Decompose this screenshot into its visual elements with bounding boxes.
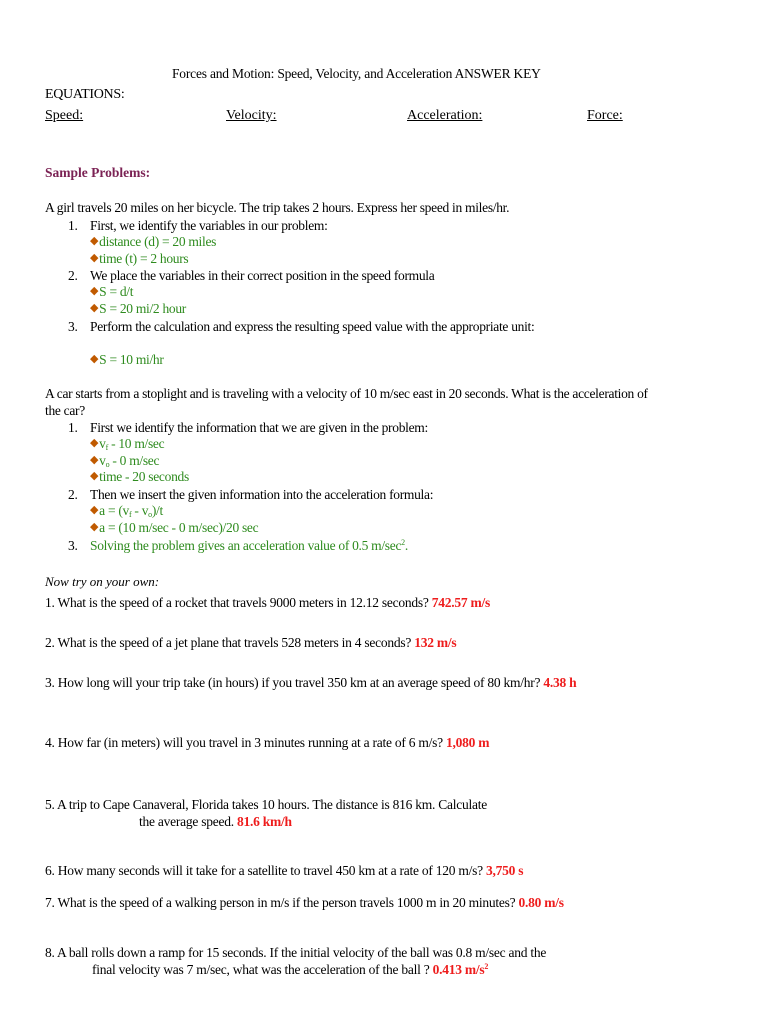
step-text: Perform the calculation and express the resulting speed value with the appropriate unit: <box>90 319 535 334</box>
step-number: 3. <box>68 538 78 553</box>
question-text: final velocity was 7 m/sec, what was the acceleration of the ball ? <box>92 962 433 977</box>
bullet-text: distance (d) = 20 miles <box>99 234 217 249</box>
answer: 0.413 m/s <box>432 962 485 977</box>
step-number: 2. <box>68 268 78 283</box>
diamond-bullet-icon: ◆ <box>90 437 99 449</box>
bullet-text: S = 10 mi/hr <box>99 352 164 367</box>
formula-part: a = (v <box>99 503 129 518</box>
answer: 132 m/s <box>414 635 457 650</box>
problem2-intro-line2: the car? <box>45 403 85 418</box>
bullet-text: time - 20 seconds <box>99 469 189 484</box>
problem2-step2 <box>68 487 433 503</box>
answer: 1,080 m <box>446 735 490 750</box>
formula-part: - v <box>131 503 149 518</box>
answer: 81.6 km/h <box>236 814 292 829</box>
question-text: 6. How many seconds will it take for a satellite to travel 450 km at a rate of 120 m/s? <box>45 863 487 878</box>
vo-value: - 0 m/sec <box>109 453 160 468</box>
formula-part: )/t <box>151 503 163 518</box>
question-text: the average speed. <box>139 814 237 829</box>
question-2 <box>45 635 456 651</box>
vf-subscript: f <box>128 510 132 519</box>
diamond-bullet-icon: ◆ <box>90 302 99 314</box>
vf-symbol: v <box>99 436 106 451</box>
step-number: 3. <box>68 319 78 334</box>
question-3 <box>45 675 576 691</box>
question-1 <box>45 595 490 611</box>
problem1-step3 <box>68 319 534 335</box>
diamond-bullet-icon: ◆ <box>90 285 99 297</box>
problem1-step2 <box>68 268 434 284</box>
bullet-text: S = 20 mi/2 hour <box>99 301 186 316</box>
question-text: 5. A trip to Cape Canaveral, Florida takes 10 hours. The distance is 816 km. Calculate <box>45 797 488 812</box>
step-number: 2. <box>68 487 78 502</box>
diamond-bullet-icon: ◆ <box>90 454 99 466</box>
problem1-step1-bullet-a <box>90 234 216 250</box>
problem2-step3 <box>68 537 408 555</box>
sample-problems-header: Sample Problems: <box>45 165 151 180</box>
diamond-bullet-icon: ◆ <box>90 235 99 247</box>
diamond-bullet-icon: ◆ <box>90 470 99 482</box>
problem2-vf <box>90 436 164 452</box>
problem1-intro: A girl travels 20 miles on her bicycle. The trip takes 2 hours. Express her speed in miles/hr. <box>45 200 510 215</box>
vo-subscript: o <box>105 460 110 469</box>
question-text: 7. What is the speed of a walking person in m/s if the person travels 1000 m in 20 minutes? <box>45 895 519 910</box>
problem2-vo <box>90 453 159 469</box>
vo-symbol: v <box>99 453 106 468</box>
problem1-step3-bullet-a <box>90 352 164 368</box>
question-text: 8. A ball rolls down a ramp for 15 seconds. If the initial velocity of the ball was 0.8 m/sec and the <box>45 945 547 960</box>
step-end: . <box>404 538 408 553</box>
question-5 <box>45 797 487 813</box>
diamond-bullet-icon: ◆ <box>90 521 99 533</box>
question-text: 3. How long will your trip take (in hours) if you travel 350 km at an average speed of 80 km/hr? <box>45 675 544 690</box>
question-5-line2 <box>139 814 292 830</box>
problem1-step2-bullet-a <box>90 284 133 300</box>
page-title: Forces and Motion: Speed, Velocity, and Acceleration ANSWER KEY <box>172 66 541 81</box>
problem2-step1 <box>68 420 428 436</box>
problem1-step1 <box>68 218 328 234</box>
question-8-line2 <box>92 962 488 978</box>
answer: 3,750 s <box>486 863 524 878</box>
question-4 <box>45 735 489 751</box>
equations-label: EQUATIONS: <box>45 87 125 102</box>
problem2-time <box>90 469 189 485</box>
bullet-text: time (t) = 2 hours <box>99 251 189 266</box>
answer: 742.57 m/s <box>431 595 491 610</box>
step-text: First, we identify the variables in our problem: <box>90 218 328 233</box>
now-try-heading: Now try on your own: <box>45 574 160 589</box>
problem2-formula-a <box>90 503 163 519</box>
problem2-intro-line1: A car starts from a stoplight and is traveling with a velocity of 10 m/sec east in 20 seconds. What is the acceleration of <box>45 386 648 401</box>
step-text: Then we insert the given information into the acceleration formula: <box>90 487 434 502</box>
diamond-bullet-icon: ◆ <box>90 252 99 264</box>
question-text: 2. What is the speed of a jet plane that travels 528 meters in 4 seconds? <box>45 635 415 650</box>
acceleration-label: Acceleration: <box>407 108 483 123</box>
answer: 4.38 h <box>543 675 577 690</box>
question-text: 1. What is the speed of a rocket that travels 9000 meters in 12.12 seconds? <box>45 595 432 610</box>
vo-subscript: o <box>148 510 152 519</box>
question-6 <box>45 863 523 879</box>
problem1-step2-bullet-b <box>90 301 186 317</box>
bullet-text: a = (10 m/sec - 0 m/sec)/20 sec <box>99 520 259 535</box>
question-text: 4. How far (in meters) will you travel in 3 minutes running at a rate of 6 m/s? <box>45 735 447 750</box>
vf-subscript: f <box>105 443 108 452</box>
step-superscript: 2 <box>401 538 405 547</box>
problem2-formula-b <box>90 520 258 536</box>
force-label: Force: <box>587 108 623 123</box>
question-7 <box>45 895 564 911</box>
speed-label: Speed: <box>45 108 84 123</box>
vf-value: - 10 m/sec <box>108 436 165 451</box>
step-text: Solving the problem gives an acceleration value of 0.5 m/sec <box>90 538 402 553</box>
problem1-step1-bullet-b <box>90 251 188 267</box>
step-text: We place the variables in their correct position in the speed formula <box>90 268 435 283</box>
answer-superscript: 2 <box>484 962 489 971</box>
step-number: 1. <box>68 420 78 435</box>
answer: 0.80 m/s <box>518 895 564 910</box>
bullet-text: S = d/t <box>99 284 134 299</box>
question-8 <box>45 945 546 961</box>
step-text: First we identify the information that we are given in the problem: <box>90 420 428 435</box>
velocity-label: Velocity: <box>226 108 277 123</box>
diamond-bullet-icon: ◆ <box>90 504 99 516</box>
diamond-bullet-icon: ◆ <box>90 353 99 365</box>
step-number: 1. <box>68 218 78 233</box>
